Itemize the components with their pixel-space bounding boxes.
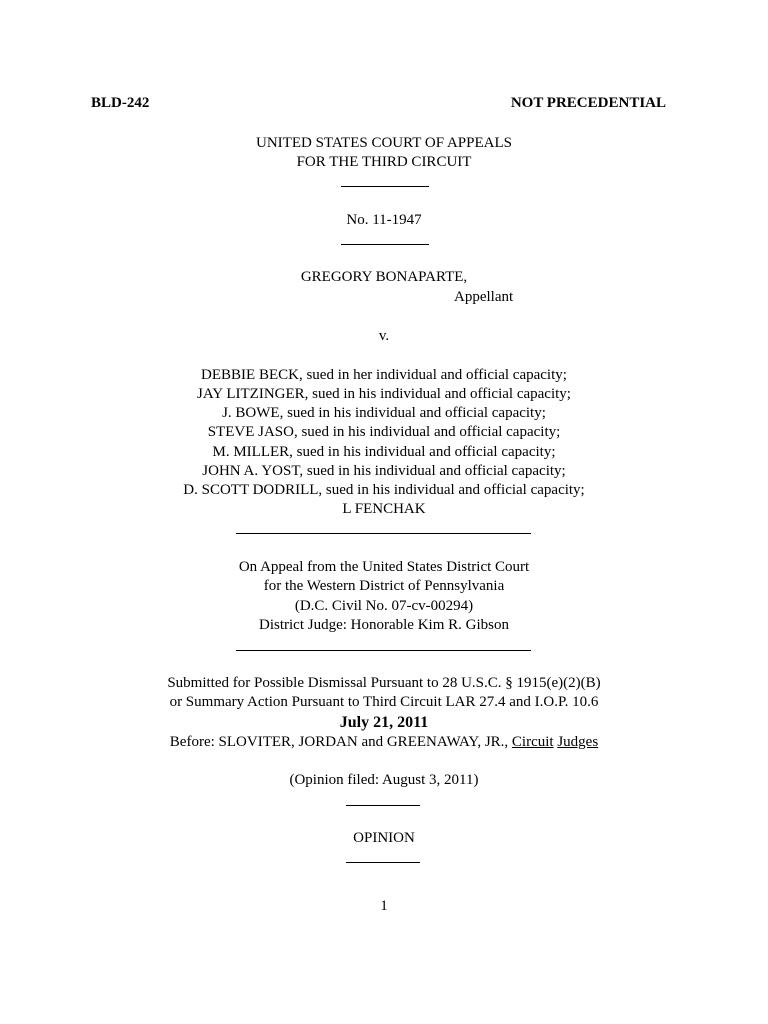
appellee-line: JAY LITZINGER, sued in his individual and official capacity; — [197, 386, 571, 402]
opinion-filed-date: (Opinion filed: August 3, 2011) — [289, 772, 479, 788]
divider — [341, 244, 429, 245]
appellant-name: GREGORY BONAPARTE, — [300, 269, 468, 285]
court-name-line2: FOR THE THIRD CIRCUIT — [296, 154, 472, 170]
opinion-heading: OPINION — [353, 830, 415, 846]
versus: v. — [378, 328, 390, 344]
circuit-word: Circuit — [511, 734, 554, 750]
appellee-line: M. MILLER, sued in his individual and official capacity; — [212, 444, 556, 460]
divider — [346, 805, 420, 806]
panel-judges-prefix: Before: SLOVITER, JORDAN and GREENAWAY, JR., — [169, 734, 512, 750]
divider — [236, 650, 531, 651]
submission-line2: or Summary Action Pursuant to Third Circuit LAR 27.4 and I.O.P. 10.6 — [169, 694, 599, 710]
divider — [341, 186, 429, 187]
appeal-info-line: (D.C. Civil No. 07-cv-00294) — [294, 598, 474, 614]
submission-date: July 21, 2011 — [339, 714, 429, 731]
divider — [346, 862, 420, 863]
judges-word: Judges — [557, 734, 599, 750]
submission-line1: Submitted for Possible Dismissal Pursuant to 28 U.S.C. § 1915(e)(2)(B) — [167, 675, 601, 691]
case-number: No. 11-1947 — [346, 212, 422, 228]
appellee-line: J. BOWE, sued in his individual and official capacity; — [222, 405, 546, 421]
page-number: 1 — [380, 898, 388, 914]
appellee-line: DEBBIE BECK, sued in her individual and official capacity; — [201, 367, 567, 383]
appellee-line: L FENCHAK — [342, 501, 426, 517]
panel-judges — [0, 733, 768, 752]
docket-code: BLD-242 — [91, 95, 150, 111]
appellee-line: STEVE JASO, sued in his individual and official capacity; — [207, 424, 561, 440]
appeal-info-line: for the Western District of Pennsylvania — [263, 578, 505, 594]
divider — [236, 533, 531, 534]
court-name-line1: UNITED STATES COURT OF APPEALS — [256, 135, 512, 151]
appellant-role: Appellant — [454, 289, 514, 305]
appellee-line: D. SCOTT DODRILL, sued in his individual and official capacity; — [183, 482, 585, 498]
appeal-info-line: On Appeal from the United States District Court — [238, 559, 530, 575]
precedential-status: NOT PRECEDENTIAL — [510, 95, 666, 111]
appellee-line: JOHN A. YOST, sued in his individual and official capacity; — [202, 463, 566, 479]
appeal-info-line: District Judge: Honorable Kim R. Gibson — [259, 617, 509, 633]
